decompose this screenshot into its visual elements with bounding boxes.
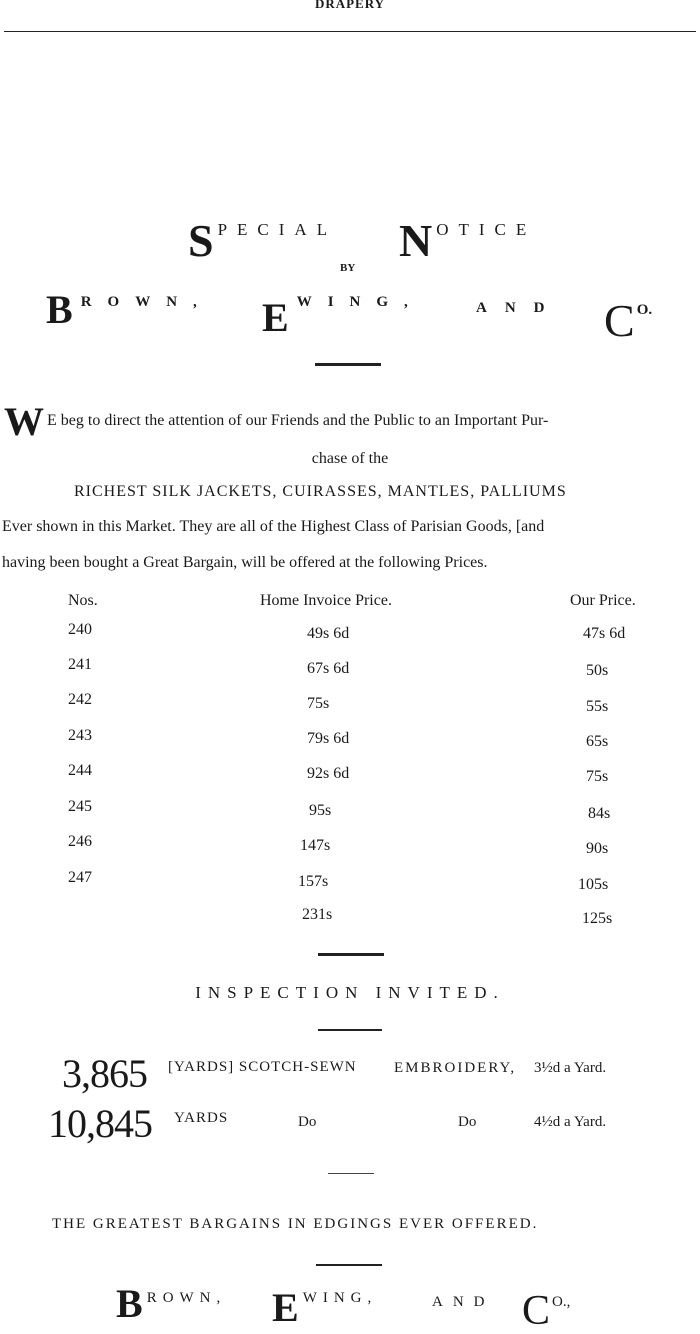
ewing-initial: E (272, 1285, 299, 1330)
table-cell-home: 95s (309, 802, 332, 819)
table-cell-ours: 55s (586, 698, 609, 715)
co-initial: C (522, 1288, 551, 1334)
table-cell-no: 245 (68, 798, 92, 815)
divider (315, 363, 381, 366)
col-header-nos: Nos. (68, 592, 98, 609)
table-cell-ours: 50s (586, 662, 609, 679)
section-header: DRAPERY (314, 0, 386, 11)
footer-and: AND (432, 1294, 495, 1310)
brown-initial: B (116, 1281, 143, 1326)
table-cell-no: 242 (68, 691, 92, 708)
embroidery-desc: EMBROIDERY, (394, 1060, 517, 1076)
special-initial: S (188, 215, 214, 266)
table-cell-home: 49s 6d (307, 625, 350, 642)
firm-brown (46, 287, 213, 332)
table-cell-home: 157s (298, 873, 329, 890)
embroidery-qty: 10,845 (48, 1101, 152, 1146)
brown-initial: B (46, 287, 73, 332)
ewing-rest: WING, (296, 294, 424, 310)
table-cell-ours: 90s (586, 840, 609, 857)
table-cell-home: 67s 6d (307, 660, 350, 677)
embroidery-unit: [YARDS] SCOTCH-SEWN (168, 1059, 357, 1075)
embroidery-unit: YARDS (174, 1110, 229, 1126)
col-header-home: Home Invoice Price. (260, 592, 392, 609)
intro-line-1: E beg to direct the attention of our Friends and the Public to an Important Pur- (47, 412, 549, 429)
divider (316, 1264, 382, 1266)
table-cell-no: 240 (68, 621, 92, 638)
intro-line-5: having been bought a Great Bargain, will be offered at the following Prices. (2, 554, 488, 571)
table-cell-home: 92s 6d (307, 765, 350, 782)
footer-co (522, 1290, 570, 1332)
embroidery-desc: Do (298, 1114, 317, 1130)
table-cell-ours: 75s (586, 768, 609, 785)
notice-rest: OTICE (436, 220, 537, 239)
header-rule (4, 31, 696, 32)
notice-word (399, 215, 537, 266)
intro-dropcap (4, 398, 44, 445)
embroidery-qty: 3,865 (62, 1051, 147, 1096)
intro-line-4: Ever shown in this Market. They are all of the Highest Class of Parisian Goods, [and (2, 518, 545, 535)
table-cell-no: 247 (68, 869, 92, 886)
divider (328, 1173, 374, 1174)
dropcap-letter: W (4, 399, 44, 444)
table-cell-no: 246 (68, 833, 92, 850)
embroidery-price: 4½d a Yard. (534, 1114, 607, 1130)
embroidery-price: 3½d a Yard. (534, 1060, 607, 1076)
co-rest: O. (636, 302, 653, 318)
table-cell-no: 244 (68, 762, 92, 779)
intro-line-2: chase of the (311, 450, 389, 467)
divider (318, 1029, 382, 1031)
bargains-line: THE GREATEST BARGAINS IN EDGINGS EVER OFFERED. (52, 1216, 539, 1232)
ewing-initial: E (262, 295, 289, 340)
table-cell-ours: 105s (578, 876, 609, 893)
table-cell-home: 231s (302, 906, 333, 923)
table-cell-ours: 65s (586, 733, 609, 750)
footer-brown (116, 1281, 227, 1326)
ewing-rest: WING, (302, 1290, 378, 1306)
col-header-ours: Our Price. (570, 592, 636, 609)
by-label: BY (340, 262, 356, 274)
firm-ewing (262, 294, 424, 340)
table-cell-no: 241 (68, 656, 92, 673)
table-cell-home: 147s (300, 837, 331, 854)
brown-rest: ROWN, (80, 294, 213, 310)
brown-rest: ROWN, (146, 1290, 227, 1306)
embroidery-ditto: Do (458, 1114, 477, 1130)
firm-and: AND (476, 300, 563, 316)
table-cell-home: 75s (307, 695, 330, 712)
co-rest: O., (552, 1294, 571, 1310)
special-word (188, 215, 338, 266)
inspection-invited: INSPECTION INVITED. (195, 983, 505, 1002)
table-cell-ours: 47s 6d (583, 625, 626, 642)
table-cell-ours: 84s (588, 805, 611, 822)
co-initial: C (604, 295, 635, 346)
table-cell-no: 243 (68, 727, 92, 744)
footer-ewing (272, 1285, 378, 1330)
intro-line-3: RICHEST SILK JACKETS, CUIRASSES, MANTLES, PALLIUMS (74, 483, 567, 500)
table-cell-home: 79s 6d (307, 730, 350, 747)
notice-initial: N (399, 215, 433, 266)
firm-co (604, 295, 653, 346)
special-rest: PECIAL (217, 220, 338, 239)
divider (318, 953, 384, 956)
table-cell-ours: 125s (582, 910, 613, 927)
